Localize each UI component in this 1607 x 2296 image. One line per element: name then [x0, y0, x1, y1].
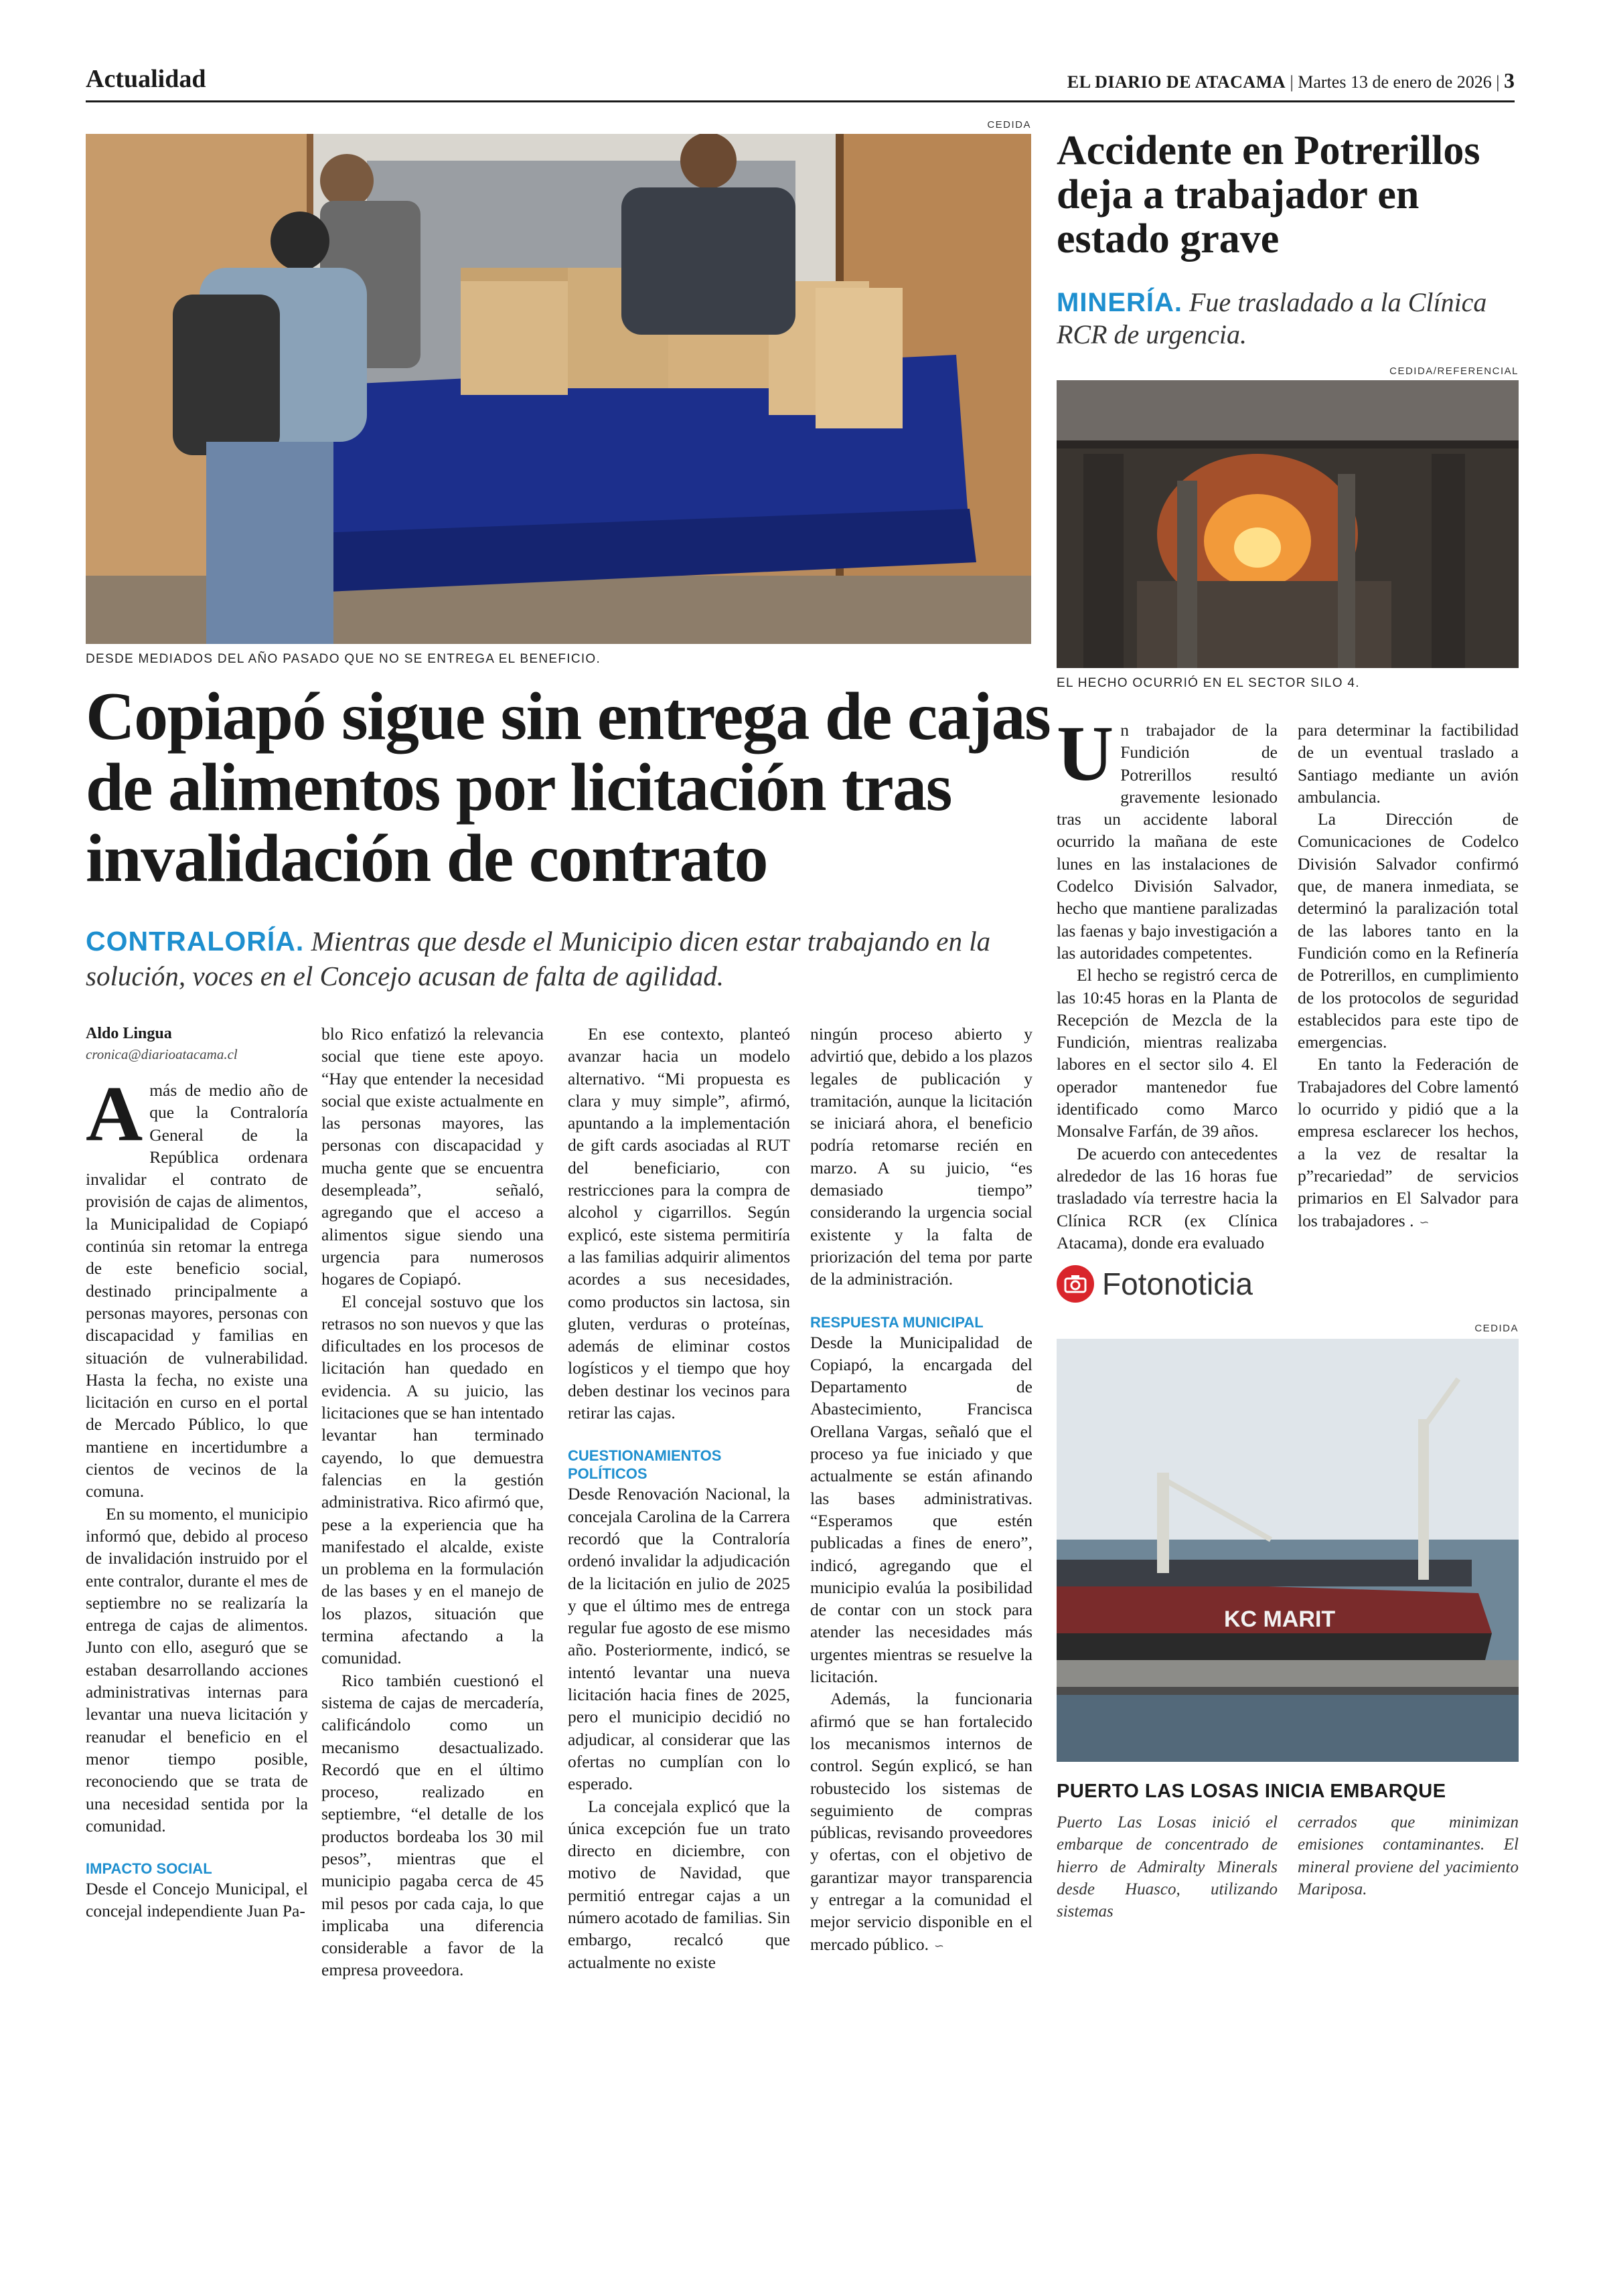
header-rule: [86, 100, 1515, 102]
ship-name: KC MARIT: [1224, 1607, 1336, 1632]
side-column-2: [1298, 719, 1519, 1234]
main-photo: [86, 134, 1031, 644]
foto-photo-credit: CEDIDA: [1474, 1323, 1519, 1334]
main-photo-credit: CEDIDA: [987, 119, 1031, 131]
fotonoticia-title: PUERTO LAS LOSAS INICIA EMBARQUE: [1057, 1781, 1446, 1802]
paragraph: Amás de medio año de que la Contraloría General de la República ordenara invalidar el contrato de provisión de cajas de alimentos, la Municipalidad de Copiapó continúa sin retomar la entrega de este beneficio social, destinado principalmente a personas mayores, personas con discapacidad y familias en situación de vulnerabilidad. Hasta la fecha, no existe una licitación en curso en el portal de Mercado Público, lo que mantiene en incertidumbre a cientos de vecinos de la comuna.: [86, 1070, 308, 1501]
deck-kicker: CONTRALORÍA.: [86, 926, 305, 957]
main-deck: [86, 924, 1037, 993]
paragraph: En ese contexto, planteó avanzar hacia un modelo alternativo. “Mi propuesta es clara y muy simple”, afirmó, apuntando a la implementación de gift cards asociadas al RUT del beneficiario, con restricciones para la compra de alcohol y cigarrillos. Según explicó, este sistema permitiría a las familias adquirir alimentos acordes a sus necesidades, como productos sin lactosa, sin gluten, verduras o proteínas, además de eliminar costos logísticos y el tiempo que hoy deben destinar los vecinos para retirar las cajas.: [568, 1024, 790, 1423]
side-column-1: [1057, 710, 1278, 1254]
paragraph: Además, la funcionaria afirmó que se han fortalecido los mecanismos internos de control. Según explicó, se han robustecido los sistemas de seguimiento de compras públicas, revisando proveedores y ofertas, con el objetivo de garantizar mayor transparencia y entregar a la comunidad el mejor servicio disponible en el mercado público. ∽: [810, 1689, 1032, 1954]
paragraph: Desde el Concejo Municipal, el concejal independiente Juan Pa-: [86, 1879, 308, 1921]
end-mark-icon: ∽: [1419, 1215, 1430, 1230]
end-mark-icon: ∽: [934, 1939, 945, 1953]
side-photo-credit: CEDIDA/REFERENCIAL: [1389, 365, 1519, 377]
paragraph: En su momento, el municipio informó que, debido al proceso de invalidación instruido por el ente contralor, durante el mes de septiembre no se realizaría la entrega de cajas de alimentos. Junto con ello, aseguró que se estaban desarrollando acciones administrativas internas para levantar una nueva licitación y reanudar el beneficio en el menor tiempo posible, reconociendo que se trata de una necesidad sentida por la comunidad.: [86, 1503, 308, 1835]
side-photo: [1057, 380, 1519, 668]
paragraph: El concejal sostuvo que los retrasos no son nuevos y que las dificultades en los procesos de licitación han quedado en evidencia. A su juicio, las licitaciones que se han intentado levantar han terminado cayendo, lo que demuestra falencias en la gestión administrativa. Rico afirmó que, pese a la experiencia que ha manifestado el alcalde, existe un problema en la formulación de las bases y en el manejo de los plazos, situación que termina afectando a la comunidad.: [321, 1291, 544, 1668]
issue-date: Martes 13 de enero de 2026: [1298, 72, 1492, 92]
article-column-4: [810, 1023, 1032, 1957]
paragraph: En tanto la Federación de Trabajadores del Cobre lamentó lo ocurrido y pidió que a la empresa esclarecer los hechos, a la vez de resaltar la p”recariedad” de servicios primarios en El Salvador para los trabajadores . ∽: [1298, 1054, 1519, 1230]
fotonoticia-text: Fotonoticia: [1102, 1266, 1253, 1301]
side-headline: Accidente en Potrerillos deja a trabajador en estado grave: [1057, 128, 1480, 262]
side-deck: [1057, 286, 1519, 351]
subhead: RESPUESTA MUNICIPAL: [810, 1313, 984, 1331]
fotonoticia-text-col-2: cerrados que minimizan emisiones contaminantes. El mineral proviene del yacimiento Mariposa.: [1298, 1813, 1519, 1898]
drop-cap: U: [1057, 710, 1114, 797]
subhead: CUESTIONAMIENTOS POLÍTICOS: [568, 1447, 722, 1483]
byline-email: cronica@diarioatacama.cl: [86, 1046, 238, 1062]
paragraph: El hecho se registró cerca de las 10:45 horas en la Planta de Recepción de Mezcla de la Fundición, mientras realizaba labores en el sector silo 4. El operador mantenedor fue identificado como Marco Monsalve Farfán, de 39 años.: [1057, 965, 1278, 1141]
fotonoticia-text-col-1: Puerto Las Losas inició el embarque de concentrado de hierro de Admiralty Minerals desde Huasco, utilizando sistemas: [1057, 1813, 1278, 1921]
byline-author: Aldo Lingua: [86, 1025, 172, 1042]
paragraph: ningún proceso abierto y advirtió que, debido a los plazos legales de publicación y tramitación, aunque la licitación se iniciará ahora, el beneficio podría retomarse recién en marzo. A su juicio, “es demasiado tiempo” considerando la urgencia social existente y la falta de priorización del tema por parte de la administración.: [810, 1024, 1032, 1289]
paragraph: La Dirección de Comunicaciones de Codelco División Salvador confirmó que, de manera inmediata, se determinó la paralización total de las labores tanto en la Fundición como en la Refinería de Potrerillos, en cumplimiento de los protocolos de seguridad establecidos para este tipo de emergencias.: [1298, 809, 1519, 1052]
drop-cap: A: [86, 1070, 143, 1157]
page-number: 3: [1504, 68, 1515, 92]
paragraph: La concejala explicó que la única excepción fue un trato directo en diciembre, con motivo de Navidad, que permitió entregar cajas a un número acotado de familias. Sin embargo, recalcó que actualmente no existe: [568, 1796, 790, 1972]
section-label: Actualidad: [86, 65, 206, 93]
paragraph: De acuerdo con antecedentes alrededor de las 16 horas fue trasladado vía terrestre hacia la Clínica RCR (ex Clínica Atacama), donde era evaluado: [1057, 1143, 1278, 1252]
camera-icon: [1057, 1265, 1094, 1303]
paragraph: Un trabajador de la Fundición de Potrerillos resultó gravemente lesionado tras un accidente laboral ocurrido la mañana de este lunes en las instalaciones de Codelco División Salvador, hecho que mantiene paralizadas las faenas y bajo investigación a las autoridades competentes.: [1057, 710, 1278, 963]
paper-name: EL DIARIO DE ATACAMA: [1067, 72, 1286, 92]
masthead: [1067, 68, 1515, 93]
deck-text: Mientras que desde el Municipio dicen estar trabajando en la solución, voces en el Concejo acusan de falta de agilidad.: [86, 926, 991, 991]
paragraph: Desde la Municipalidad de Copiapó, la encargada del Departamento de Abastecimiento, Francisca Orellana Vargas, señaló que el proceso ya fue iniciado y que actualmente se están afinando las bases administrativas. “Esperamos que estén publicadas a fines de enero”, indicó, agregando que el municipio evalúa la posibilidad de contar con un stock para atender las necesidades más urgentes mientras se resuelve la licitación.: [810, 1332, 1032, 1687]
article-column-3: [568, 1023, 790, 1973]
paragraph: blo Rico enfatizó la relevancia social que tiene este apoyo. “Hay que entender la necesidad social que existe actualmente en las personas mayores, las personas con discapacidad y mucha gente que se encuentra desempleada”, señaló, agregando que el acceso a alimentos sigue siendo una urgencia para numerosos hogares de Copiapó.: [321, 1024, 544, 1289]
paragraph: Desde Renovación Nacional, la concejala Carolina de la Carrera recordó que la Contraloría ordenó invalidar la adjudicación de la licitación en julio de 2025 y que el último mes de entrega regular fue agosto de ese mismo año. Posteriormente, indicó, se intentó levantar una nueva licitación hacia fines de 2025, pero el municipio decidió no adjudicar, al considerar que las ofertas no cumplían con lo esperado.: [568, 1484, 790, 1794]
subhead: IMPACTO SOCIAL: [86, 1860, 212, 1878]
foto-photo: [1057, 1339, 1519, 1762]
main-photo-caption: DESDE MEDIADOS DEL AÑO PASADO QUE NO SE ENTREGA EL BENEFICIO.: [86, 652, 601, 666]
main-headline: Copiapó sigue sin entrega de cajas de alimentos por licitación tras invalidación de contrato: [86, 679, 1051, 896]
deck-text: Fue trasladado a la Clínica RCR de urgencia.: [1057, 287, 1487, 349]
article-column-2: [321, 1023, 544, 1981]
article-column-1: [86, 1023, 308, 1922]
separator: |: [1290, 72, 1298, 92]
side-photo-caption: EL HECHO OCURRIÓ EN EL SECTOR SILO 4.: [1057, 676, 1360, 690]
paragraph: para determinar la factibilidad de un eventual traslado a Santiago mediante un avión ambulancia.: [1298, 720, 1519, 807]
deck-kicker: MINERÍA.: [1057, 288, 1182, 317]
paragraph: Rico también cuestionó el sistema de cajas de mercadería, calificándolo como un mecanismo desactualizado. Recordó que en el último proceso, realizado en septiembre, “el detalle de los productos bordeaba los 30 mil pesos”, mientras que el municipio pagaba cerca de 45 mil pesos por cada caja, lo que implicaba una diferencia considerable a favor de la empresa proveedora.: [321, 1670, 544, 1980]
fotonoticia-label: [1057, 1265, 1253, 1303]
separator: |: [1496, 72, 1504, 92]
